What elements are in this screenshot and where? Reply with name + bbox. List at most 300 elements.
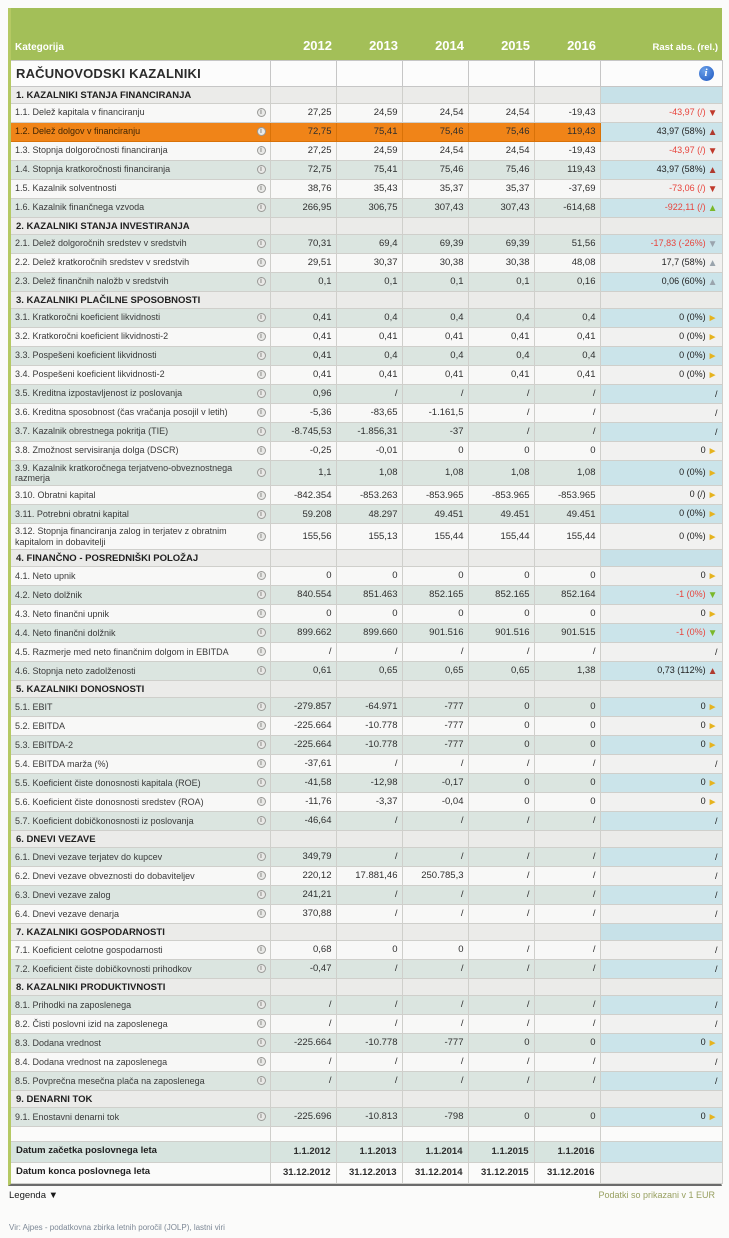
table-row[interactable] bbox=[11, 384, 722, 403]
legend-toggle[interactable]: Legenda ▼ bbox=[9, 1189, 59, 1201]
value-cell: 155,44 bbox=[534, 524, 600, 550]
growth-cell bbox=[600, 959, 722, 978]
growth-cell bbox=[600, 141, 722, 160]
section-header-row bbox=[11, 86, 722, 103]
help-icon[interactable]: i bbox=[257, 1019, 266, 1028]
value-cell: 307,43 bbox=[468, 198, 534, 217]
indicator-table-body bbox=[11, 86, 722, 1183]
value-cell: -0,17 bbox=[402, 773, 468, 792]
row-label: Datum konca poslovnega leta bbox=[16, 1166, 151, 1178]
growth-value: 0 bbox=[700, 569, 706, 580]
column-header-row bbox=[11, 8, 722, 60]
value-cell: 0,1 bbox=[468, 272, 534, 291]
table-row[interactable] bbox=[11, 122, 722, 141]
value-cell: 0 bbox=[270, 604, 336, 623]
value-cell: -842.354 bbox=[270, 486, 336, 505]
value-cell: -0,04 bbox=[402, 792, 468, 811]
value-cell: 0,65 bbox=[336, 661, 402, 680]
value-cell: / bbox=[468, 1014, 534, 1033]
value-cell: 155,44 bbox=[402, 524, 468, 550]
growth-cell bbox=[600, 716, 722, 735]
value-cell: / bbox=[468, 642, 534, 661]
row-label: 1.6. Kazalnik finančnega vzvoda bbox=[15, 202, 145, 213]
growth-value: / bbox=[714, 388, 718, 399]
value-cell: -10.778 bbox=[336, 716, 402, 735]
table-row[interactable] bbox=[11, 1107, 722, 1126]
value-cell: / bbox=[336, 959, 402, 978]
value-cell: 0 bbox=[534, 441, 600, 460]
table-row[interactable] bbox=[11, 885, 722, 904]
value-cell: -46,64 bbox=[270, 811, 336, 830]
growth-value: / bbox=[714, 815, 718, 826]
growth-cell bbox=[600, 1162, 722, 1183]
table-row[interactable] bbox=[11, 505, 722, 524]
value-cell: / bbox=[468, 847, 534, 866]
help-icon[interactable]: i bbox=[257, 165, 266, 174]
help-icon[interactable]: i bbox=[257, 491, 266, 500]
table-row[interactable] bbox=[11, 141, 722, 160]
value-cell: 155,44 bbox=[468, 524, 534, 550]
help-icon[interactable]: i bbox=[257, 778, 266, 787]
value-cell: 0 bbox=[336, 566, 402, 585]
value-cell: 1,08 bbox=[534, 460, 600, 486]
help-icon[interactable]: i bbox=[257, 532, 266, 541]
value-cell: 0 bbox=[534, 735, 600, 754]
growth-cell bbox=[600, 811, 722, 830]
help-icon[interactable]: i bbox=[257, 127, 266, 136]
growth-cell bbox=[600, 697, 722, 716]
value-cell: 1.1.2012 bbox=[270, 1141, 336, 1162]
value-cell: -798 bbox=[402, 1107, 468, 1126]
table-row[interactable] bbox=[11, 585, 722, 604]
help-icon[interactable]: i bbox=[257, 351, 266, 360]
help-icon[interactable]: i bbox=[257, 609, 266, 618]
row-label: 3.4. Pospešeni koeficient likvidnosti-2 bbox=[15, 369, 165, 380]
table-row[interactable] bbox=[11, 811, 722, 830]
help-icon[interactable]: i bbox=[257, 277, 266, 286]
year-column-header-2013: 2013 bbox=[336, 8, 402, 60]
help-icon[interactable]: i bbox=[257, 184, 266, 193]
table-row[interactable] bbox=[11, 940, 722, 959]
growth-cell bbox=[600, 1141, 722, 1162]
help-icon[interactable]: i bbox=[257, 702, 266, 711]
table-row[interactable] bbox=[11, 365, 722, 384]
growth-cell bbox=[600, 460, 722, 486]
help-icon[interactable]: i bbox=[257, 203, 266, 212]
table-row[interactable] bbox=[11, 403, 722, 422]
help-icon[interactable]: i bbox=[257, 370, 266, 379]
growth-value: / bbox=[714, 1075, 718, 1086]
growth-value: / bbox=[714, 944, 718, 955]
help-icon[interactable]: i bbox=[257, 332, 266, 341]
growth-value: 0 bbox=[700, 738, 706, 749]
value-cell: / bbox=[468, 811, 534, 830]
table-row[interactable] bbox=[11, 179, 722, 198]
value-cell: / bbox=[270, 1014, 336, 1033]
growth-cell bbox=[600, 885, 722, 904]
table-row[interactable] bbox=[11, 623, 722, 642]
growth-cell bbox=[600, 1107, 722, 1126]
help-icon[interactable]: i bbox=[257, 408, 266, 417]
value-cell: 0,41 bbox=[534, 327, 600, 346]
table-row[interactable] bbox=[11, 198, 722, 217]
row-label: 6.4. Dnevi vezave denarja bbox=[15, 908, 120, 919]
row-label: 3.6. Kreditna sposobnost (čas vračanja posojil v letih) bbox=[15, 407, 228, 418]
value-cell: / bbox=[336, 1052, 402, 1071]
trend-down-red-icon: ▼ bbox=[707, 107, 718, 119]
trend-down-green-icon: ▼ bbox=[707, 627, 718, 639]
help-icon[interactable]: i bbox=[257, 852, 266, 861]
value-cell: / bbox=[336, 754, 402, 773]
row-label: 4.5. Razmerje med neto finančnim dolgom in EBITDA bbox=[15, 646, 229, 657]
row-label: 1.4. Stopnja kratkoročnosti financiranja bbox=[15, 164, 171, 175]
value-cell: 75,46 bbox=[468, 160, 534, 179]
table-row[interactable] bbox=[11, 661, 722, 680]
table-row[interactable] bbox=[11, 754, 722, 773]
trend-down-red-icon: ▼ bbox=[707, 145, 718, 157]
value-cell: / bbox=[468, 940, 534, 959]
value-cell: / bbox=[336, 384, 402, 403]
trend-right-yellow-icon: ► bbox=[707, 509, 718, 521]
table-row[interactable] bbox=[11, 272, 722, 291]
table-row[interactable] bbox=[11, 566, 722, 585]
growth-cell bbox=[600, 773, 722, 792]
table-row[interactable] bbox=[11, 486, 722, 505]
info-icon[interactable]: i bbox=[699, 66, 714, 81]
table-row[interactable] bbox=[11, 792, 722, 811]
table-row[interactable] bbox=[11, 847, 722, 866]
value-cell: 901.516 bbox=[402, 623, 468, 642]
value-cell: 1,08 bbox=[336, 460, 402, 486]
value-cell: -853.965 bbox=[402, 486, 468, 505]
row-label: 1.5. Kazalnik solventnosti bbox=[15, 183, 117, 194]
table-row[interactable] bbox=[11, 308, 722, 327]
value-cell: / bbox=[534, 959, 600, 978]
growth-cell bbox=[600, 179, 722, 198]
trend-up-green-icon: ▲ bbox=[707, 202, 718, 214]
table-row[interactable] bbox=[11, 524, 722, 550]
help-icon[interactable]: i bbox=[257, 909, 266, 918]
growth-value: 0 bbox=[700, 776, 706, 787]
value-cell: 0 bbox=[468, 1107, 534, 1126]
growth-cell bbox=[600, 253, 722, 272]
value-cell: 49.451 bbox=[468, 505, 534, 524]
growth-value: 0 (0%) bbox=[679, 508, 706, 519]
row-label: 6.3. Dnevi vezave zalog bbox=[15, 889, 111, 900]
row-label: 6.2. Dnevi vezave obveznosti do dobaviteljev bbox=[15, 870, 195, 881]
value-cell: / bbox=[534, 940, 600, 959]
row-label: 8.1. Prihodki na zaposlenega bbox=[15, 999, 132, 1010]
row-label: 2.3. Delež finančnih naložb v sredstvih bbox=[15, 276, 169, 287]
growth-value: 0 (0%) bbox=[679, 530, 706, 541]
help-icon[interactable]: i bbox=[257, 590, 266, 599]
value-cell: / bbox=[270, 1052, 336, 1071]
value-cell: 0,41 bbox=[336, 365, 402, 384]
row-label: 4.3. Neto finančni upnik bbox=[15, 608, 110, 619]
value-cell: / bbox=[402, 847, 468, 866]
help-icon[interactable]: i bbox=[257, 258, 266, 267]
value-cell: 0 bbox=[468, 604, 534, 623]
growth-cell bbox=[600, 792, 722, 811]
table-row[interactable] bbox=[11, 327, 722, 346]
value-cell: / bbox=[270, 642, 336, 661]
value-cell: 24,54 bbox=[402, 141, 468, 160]
growth-cell bbox=[600, 735, 722, 754]
value-cell: 0,41 bbox=[468, 327, 534, 346]
value-cell: / bbox=[534, 995, 600, 1014]
value-cell: / bbox=[336, 904, 402, 923]
table-row[interactable] bbox=[11, 697, 722, 716]
value-cell: / bbox=[468, 384, 534, 403]
indicators-table-container bbox=[8, 8, 722, 1186]
value-cell: 852.165 bbox=[468, 585, 534, 604]
help-icon[interactable]: i bbox=[257, 945, 266, 954]
table-row[interactable] bbox=[11, 995, 722, 1014]
value-cell: / bbox=[534, 847, 600, 866]
value-cell: 0 bbox=[402, 441, 468, 460]
table-row[interactable] bbox=[11, 735, 722, 754]
section-title: 9. DENARNI TOK bbox=[11, 1090, 270, 1107]
value-cell: 75,46 bbox=[402, 160, 468, 179]
value-cell: 1,1 bbox=[270, 460, 336, 486]
growth-cell bbox=[600, 1071, 722, 1090]
value-cell: 266,95 bbox=[270, 198, 336, 217]
value-cell: 49.451 bbox=[402, 505, 468, 524]
section-header-row bbox=[11, 680, 722, 697]
table-row[interactable] bbox=[11, 160, 722, 179]
growth-cell bbox=[600, 1052, 722, 1071]
value-cell: / bbox=[468, 866, 534, 885]
trend-right-yellow-icon: ► bbox=[707, 445, 718, 457]
value-cell: 0 bbox=[336, 604, 402, 623]
help-icon[interactable]: i bbox=[257, 108, 266, 117]
value-cell: 0,4 bbox=[402, 308, 468, 327]
table-row[interactable] bbox=[11, 103, 722, 122]
value-cell: 0,1 bbox=[270, 272, 336, 291]
help-icon[interactable]: i bbox=[257, 446, 266, 455]
help-icon[interactable]: i bbox=[257, 427, 266, 436]
growth-cell bbox=[600, 403, 722, 422]
growth-value: / bbox=[714, 851, 718, 862]
value-cell: -225.696 bbox=[270, 1107, 336, 1126]
value-cell: 24,54 bbox=[402, 103, 468, 122]
value-cell: 0,4 bbox=[534, 346, 600, 365]
table-row[interactable] bbox=[11, 959, 722, 978]
section-title: 7. KAZALNIKI GOSPODARNOSTI bbox=[11, 923, 270, 940]
value-cell: 0,4 bbox=[534, 308, 600, 327]
table-row[interactable] bbox=[11, 773, 722, 792]
help-icon[interactable]: i bbox=[257, 1112, 266, 1121]
help-icon[interactable]: i bbox=[257, 647, 266, 656]
value-cell: -777 bbox=[402, 735, 468, 754]
value-cell: 0 bbox=[468, 697, 534, 716]
help-icon[interactable]: i bbox=[257, 964, 266, 973]
value-cell: -1.161,5 bbox=[402, 403, 468, 422]
growth-cell bbox=[600, 234, 722, 253]
value-cell: 0,41 bbox=[270, 308, 336, 327]
value-cell: 1,38 bbox=[534, 661, 600, 680]
value-cell: 69,39 bbox=[468, 234, 534, 253]
value-cell: 852.164 bbox=[534, 585, 600, 604]
table-row[interactable] bbox=[11, 460, 722, 486]
value-cell: 0 bbox=[468, 792, 534, 811]
value-cell: 0,65 bbox=[468, 661, 534, 680]
table-row[interactable] bbox=[11, 1014, 722, 1033]
trend-up-darkred-icon: ▲ bbox=[707, 665, 718, 677]
row-label: 1.1. Delež kapitala v financiranju bbox=[15, 107, 145, 118]
row-label: 3.3. Pospešeni koeficient likvidnosti bbox=[15, 350, 157, 361]
row-label: 1.2. Delež dolgov v financiranju bbox=[15, 126, 141, 137]
help-icon[interactable]: i bbox=[257, 797, 266, 806]
help-icon[interactable]: i bbox=[257, 740, 266, 749]
value-cell: -0,25 bbox=[270, 441, 336, 460]
value-cell: 31.12.2016 bbox=[534, 1162, 600, 1183]
growth-value: 0 (0%) bbox=[679, 466, 706, 477]
value-cell: / bbox=[336, 1071, 402, 1090]
value-cell: / bbox=[402, 885, 468, 904]
help-icon[interactable]: i bbox=[257, 239, 266, 248]
growth-cell bbox=[600, 160, 722, 179]
help-icon[interactable]: i bbox=[257, 313, 266, 322]
section-title: 5. KAZALNIKI DONOSNOSTI bbox=[11, 680, 270, 697]
growth-value: 0 bbox=[700, 1110, 706, 1121]
help-icon[interactable]: i bbox=[257, 1000, 266, 1009]
growth-cell bbox=[600, 122, 722, 141]
value-cell: -225.664 bbox=[270, 716, 336, 735]
value-cell: / bbox=[534, 384, 600, 403]
help-icon[interactable]: i bbox=[257, 510, 266, 519]
value-cell: 0 bbox=[402, 566, 468, 585]
table-row[interactable] bbox=[11, 422, 722, 441]
value-cell: 370,88 bbox=[270, 904, 336, 923]
value-cell: / bbox=[534, 754, 600, 773]
value-cell: 35,37 bbox=[468, 179, 534, 198]
growth-value: 0 bbox=[700, 795, 706, 806]
row-label: 5.2. EBITDA bbox=[15, 720, 66, 731]
value-cell: 0 bbox=[468, 441, 534, 460]
help-icon[interactable]: i bbox=[257, 666, 266, 675]
table-row[interactable] bbox=[11, 441, 722, 460]
section-title: 3. KAZALNIKI PLAČILNE SPOSOBNOSTI bbox=[11, 291, 270, 308]
help-icon[interactable]: i bbox=[257, 389, 266, 398]
table-row[interactable] bbox=[11, 1071, 722, 1090]
help-icon[interactable]: i bbox=[257, 1057, 266, 1066]
value-cell: 901.516 bbox=[468, 623, 534, 642]
help-icon[interactable]: i bbox=[257, 816, 266, 825]
help-icon[interactable]: i bbox=[257, 1076, 266, 1085]
section-header-row bbox=[11, 923, 722, 940]
help-icon[interactable]: i bbox=[257, 146, 266, 155]
row-label: 5.1. EBIT bbox=[15, 701, 53, 712]
row-label: 2.1. Delež dolgoročnih sredstev v sredstvih bbox=[15, 238, 187, 249]
growth-value: -1 (0%) bbox=[676, 588, 706, 599]
value-cell: 0 bbox=[468, 566, 534, 585]
table-row[interactable] bbox=[11, 866, 722, 885]
value-cell: 0,41 bbox=[402, 327, 468, 346]
value-cell: 24,54 bbox=[468, 141, 534, 160]
value-cell: / bbox=[402, 1071, 468, 1090]
value-cell: 0 bbox=[534, 792, 600, 811]
trend-right-yellow-icon: ► bbox=[707, 608, 718, 620]
growth-value: 0 (0%) bbox=[679, 368, 706, 379]
growth-value: 0 bbox=[700, 444, 706, 455]
table-row[interactable] bbox=[11, 253, 722, 272]
growth-value: -1 (0%) bbox=[676, 626, 706, 637]
row-label: 5.3. EBITDA-2 bbox=[15, 739, 74, 750]
row-label: 7.1. Koeficient celotne gospodarnosti bbox=[15, 944, 163, 955]
table-row[interactable] bbox=[11, 716, 722, 735]
row-label: 3.12. Stopnja financiranja zalog in terjatev z obratnim kapitalom in dobavitelji bbox=[15, 526, 227, 547]
value-cell: 0 bbox=[402, 604, 468, 623]
value-cell: / bbox=[534, 642, 600, 661]
table-row[interactable] bbox=[11, 1052, 722, 1071]
value-cell: 0,1 bbox=[402, 272, 468, 291]
value-cell: 31.12.2015 bbox=[468, 1162, 534, 1183]
table-row[interactable] bbox=[11, 1033, 722, 1052]
table-row[interactable] bbox=[11, 904, 722, 923]
table-row[interactable] bbox=[11, 604, 722, 623]
growth-value: 0 bbox=[700, 719, 706, 730]
trend-right-yellow-icon: ► bbox=[707, 1037, 718, 1049]
value-cell: -8.745,53 bbox=[270, 422, 336, 441]
value-cell: -1.856,31 bbox=[336, 422, 402, 441]
value-cell: / bbox=[336, 642, 402, 661]
value-cell: -777 bbox=[402, 716, 468, 735]
value-cell: 0,4 bbox=[402, 346, 468, 365]
row-label: 3.10. Obratni kapital bbox=[15, 490, 96, 501]
growth-cell bbox=[600, 604, 722, 623]
row-label: 3.5. Kreditna izpostavljenost iz poslovanja bbox=[15, 388, 183, 399]
help-icon[interactable]: i bbox=[257, 571, 266, 580]
value-cell: -12,98 bbox=[336, 773, 402, 792]
growth-cell bbox=[600, 642, 722, 661]
growth-value: -43,97 (/) bbox=[669, 144, 706, 155]
growth-value: / bbox=[714, 889, 718, 900]
trend-right-yellow-icon: ► bbox=[707, 739, 718, 751]
growth-value: 0 (0%) bbox=[679, 349, 706, 360]
growth-cell bbox=[600, 623, 722, 642]
help-icon[interactable]: i bbox=[257, 890, 266, 899]
help-icon[interactable]: i bbox=[257, 468, 266, 477]
help-icon[interactable]: i bbox=[257, 1038, 266, 1047]
row-label: 4.6. Stopnja neto zadolženosti bbox=[15, 665, 136, 676]
value-cell: 250.785,3 bbox=[402, 866, 468, 885]
value-cell: / bbox=[270, 1071, 336, 1090]
section-header-row bbox=[11, 549, 722, 566]
value-cell: / bbox=[468, 422, 534, 441]
growth-value: 17,7 (58%) bbox=[661, 256, 706, 267]
value-cell: 0,68 bbox=[270, 940, 336, 959]
value-cell: / bbox=[468, 885, 534, 904]
value-cell: 48.297 bbox=[336, 505, 402, 524]
table-row[interactable] bbox=[11, 642, 722, 661]
value-cell: 72,75 bbox=[270, 160, 336, 179]
section-title: 2. KAZALNIKI STANJA INVESTIRANJA bbox=[11, 217, 270, 234]
value-cell: / bbox=[534, 811, 600, 830]
table-row[interactable] bbox=[11, 234, 722, 253]
help-icon[interactable]: i bbox=[257, 628, 266, 637]
value-cell: -19,43 bbox=[534, 103, 600, 122]
help-icon[interactable]: i bbox=[257, 871, 266, 880]
help-icon[interactable]: i bbox=[257, 721, 266, 730]
eur-unit-note: Podatki so prikazani v 1 EUR bbox=[598, 1189, 715, 1200]
value-cell: 0,4 bbox=[336, 346, 402, 365]
table-row[interactable] bbox=[11, 346, 722, 365]
value-cell: / bbox=[468, 1071, 534, 1090]
row-label: 4.2. Neto dolžnik bbox=[15, 589, 83, 600]
help-icon[interactable]: i bbox=[257, 759, 266, 768]
row-label: 1.3. Stopnja dolgoročnosti financiranja bbox=[15, 145, 168, 156]
